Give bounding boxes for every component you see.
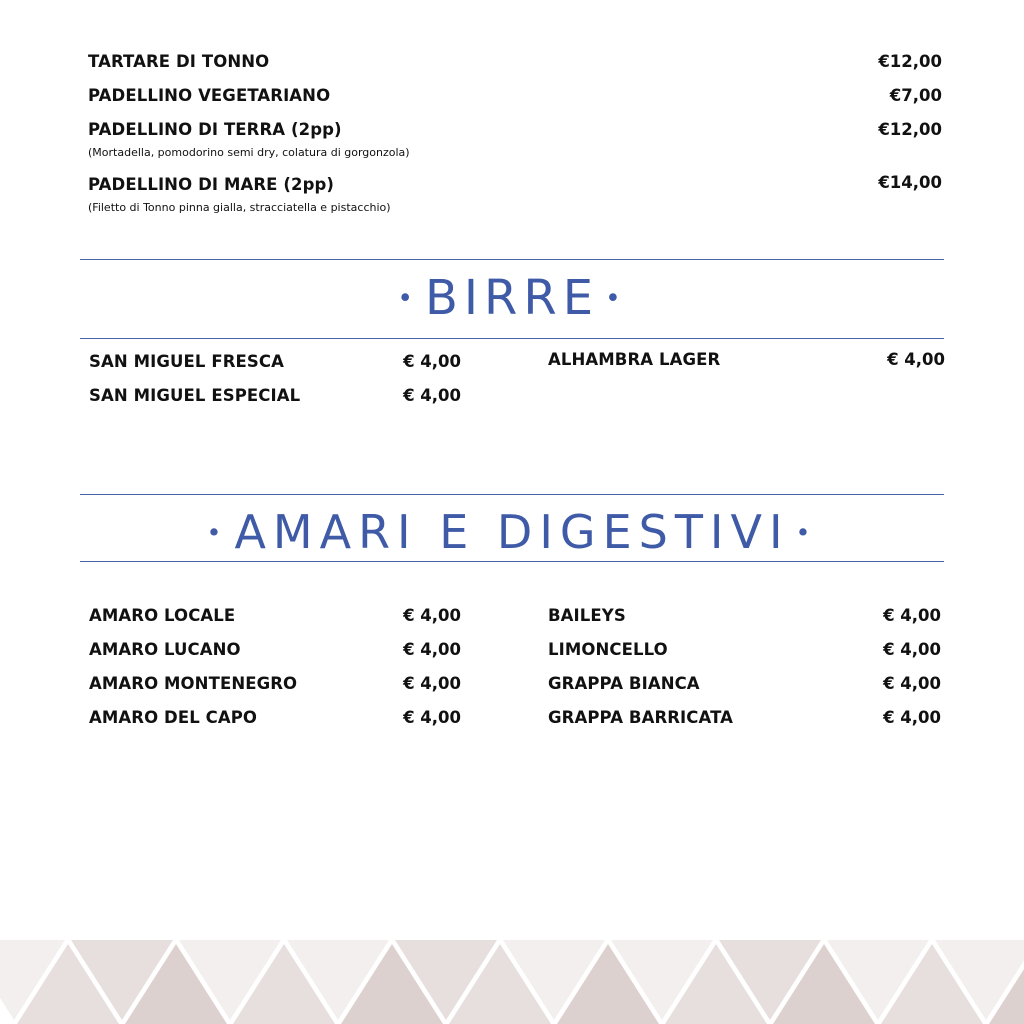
menu-item-price: € 4,00 [403,640,461,659]
section-divider [80,259,944,260]
menu-item-price: € 4,00 [883,708,941,727]
menu-item-price: € 4,00 [883,606,941,625]
menu-item-name: PADELLINO VEGETARIANO [88,86,331,105]
menu-item-name: SAN MIGUEL FRESCA [89,352,284,371]
menu-item-price: € 4,00 [887,350,945,369]
menu-item-name: GRAPPA BARRICATA [548,708,734,727]
menu-item-name: AMARO DEL CAPO [89,708,258,727]
menu-item-price: €14,00 [878,173,942,192]
menu-item-price: € 4,00 [403,386,461,405]
menu-item-name: SAN MIGUEL ESPECIAL [89,386,301,405]
menu-item-price: €7,00 [889,86,942,105]
menu-item-name: ALHAMBRA LAGER [548,350,721,369]
menu-item-price: € 4,00 [403,708,461,727]
section-divider [80,338,944,339]
menu-item-note: (Mortadella, pomodorino semi dry, colatura di gorgonzola) [88,146,410,159]
menu-item-price: € 4,00 [883,674,941,693]
menu-item-name: PADELLINO DI TERRA (2pp) [88,120,342,139]
menu-item-price: € 4,00 [883,640,941,659]
section-title-amari: • AMARI E DIGESTIVI • [206,505,818,559]
menu-item-note: (Filetto di Tonno pinna gialla, stracciatella e pistacchio) [88,201,391,214]
menu-item-price: € 4,00 [403,352,461,371]
menu-item-price: € 4,00 [403,674,461,693]
section-divider [80,561,944,562]
menu-item-price: €12,00 [878,52,942,71]
menu-item-price: €12,00 [878,120,942,139]
menu-item-name: AMARO LOCALE [89,606,236,625]
section-title-text: BIRRE [424,270,600,326]
menu-item-name: BAILEYS [548,606,626,625]
menu-item-name: LIMONCELLO [548,640,668,659]
menu-item-name: PADELLINO DI MARE (2pp) [88,175,335,194]
section-title-text: AMARI E DIGESTIVI [234,505,790,559]
menu-item-name: AMARO MONTENEGRO [89,674,298,693]
triangle-pattern [0,940,1024,1024]
menu-item-name: AMARO LUCANO [89,640,241,659]
section-title-birre: • BIRRE • [397,270,627,326]
menu-item-price: € 4,00 [403,606,461,625]
menu-item-name: GRAPPA BIANCA [548,674,700,693]
section-divider [80,494,944,495]
menu-item-name: TARTARE DI TONNO [88,52,270,71]
